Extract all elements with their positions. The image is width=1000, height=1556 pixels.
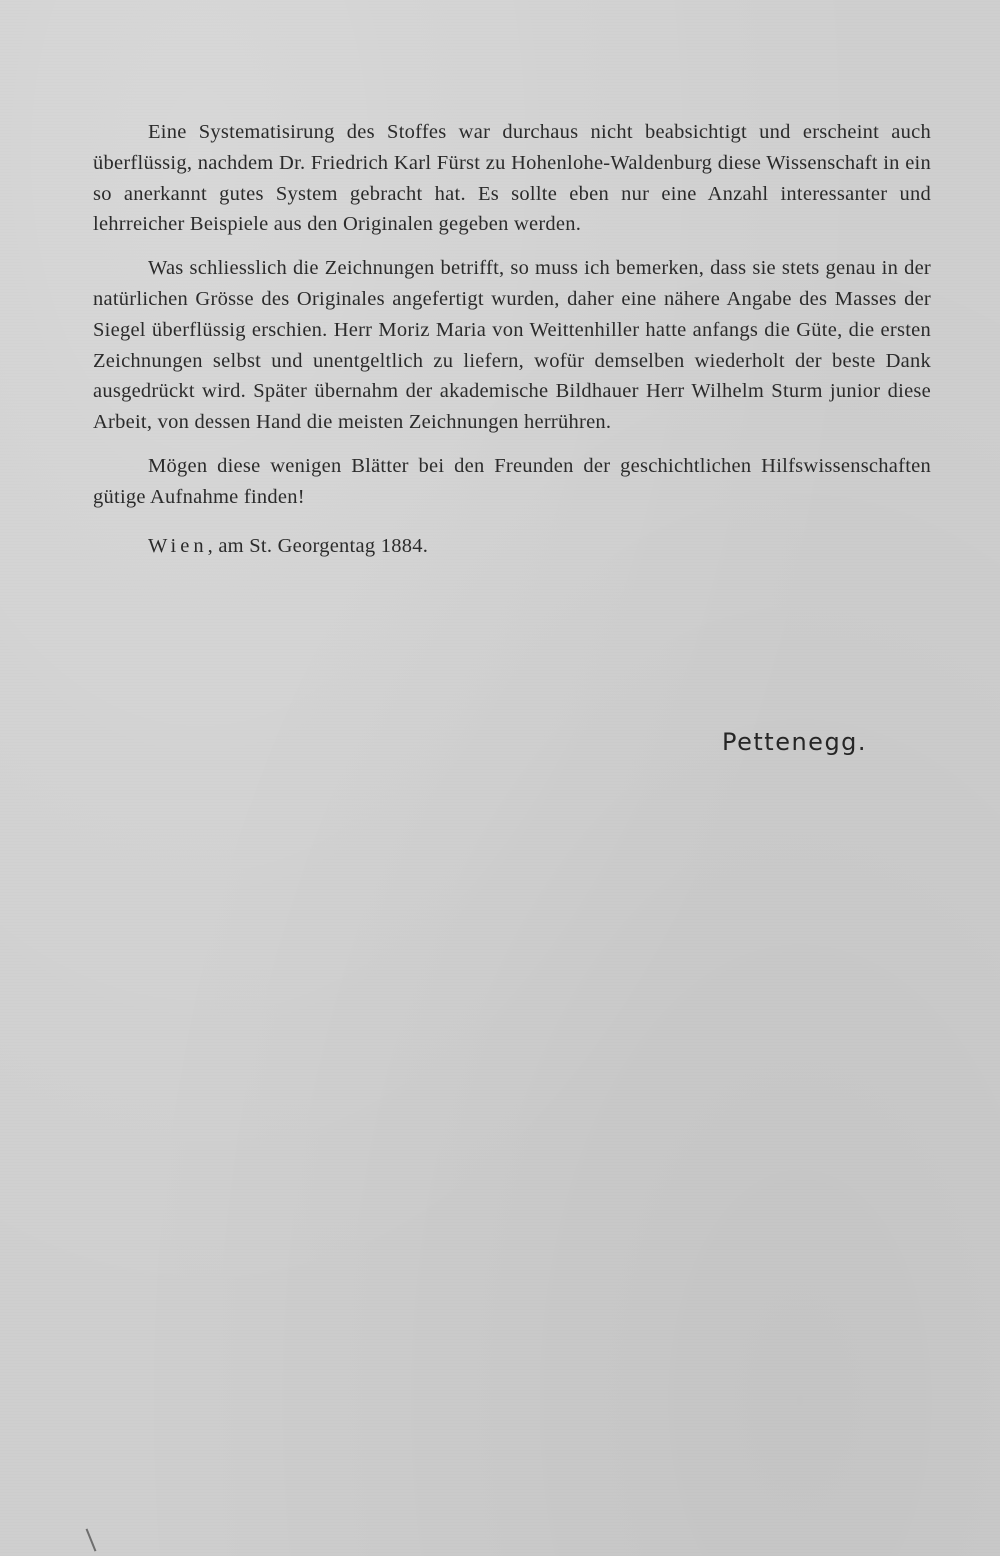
dateline-date: , am St. Georgentag 1884. (207, 534, 429, 557)
dateline (93, 531, 931, 562)
signature: Pettenegg. (722, 728, 868, 756)
paragraph-zeichnungen: Was schliesslich die Zeichnungen betrifft, so muss ich bemerken, dass sie stets genau in der natürlichen Grösse des Originales angefertigt wurden, daher eine nähere Angabe des Masses der Siegel überflüssig erschien. Herr Moriz Maria von Weittenhiller hatte anfangs die Güte, die ersten Zeichnungen selbst und unentgeltlich zu liefern, wofür demselben wiederholt der beste Dank ausgedrückt wird. Später übernahm der akademische Bildhauer Herr Wilhelm Sturm junior diese Arbeit, von dessen Hand die meisten Zeichnungen herrühren. (93, 257, 931, 434)
dateline-place: Wien (148, 534, 208, 557)
body-text (93, 117, 931, 561)
paragraph-systematisirung: Eine Systematisirung des Stoffes war durchaus nicht beabsichtigt und erscheint auch überflüssig, nachdem Dr. Friedrich Karl Fürst zu Hohenlohe-Waldenburg diese Wissenschaft in ein so anerkannt gutes System gebracht hat. Es sollte eben nur eine Anzahl interessanter und lehrreicher Beispiele aus den Originalen gegeben werden. (93, 121, 931, 236)
paragraph-closing-wish: Mögen diese wenigen Blätter bei den Freunden der geschichtlichen Hilfswissenschaften gütige Aufnahme finden! (93, 454, 931, 508)
margin-mark (86, 1528, 97, 1551)
